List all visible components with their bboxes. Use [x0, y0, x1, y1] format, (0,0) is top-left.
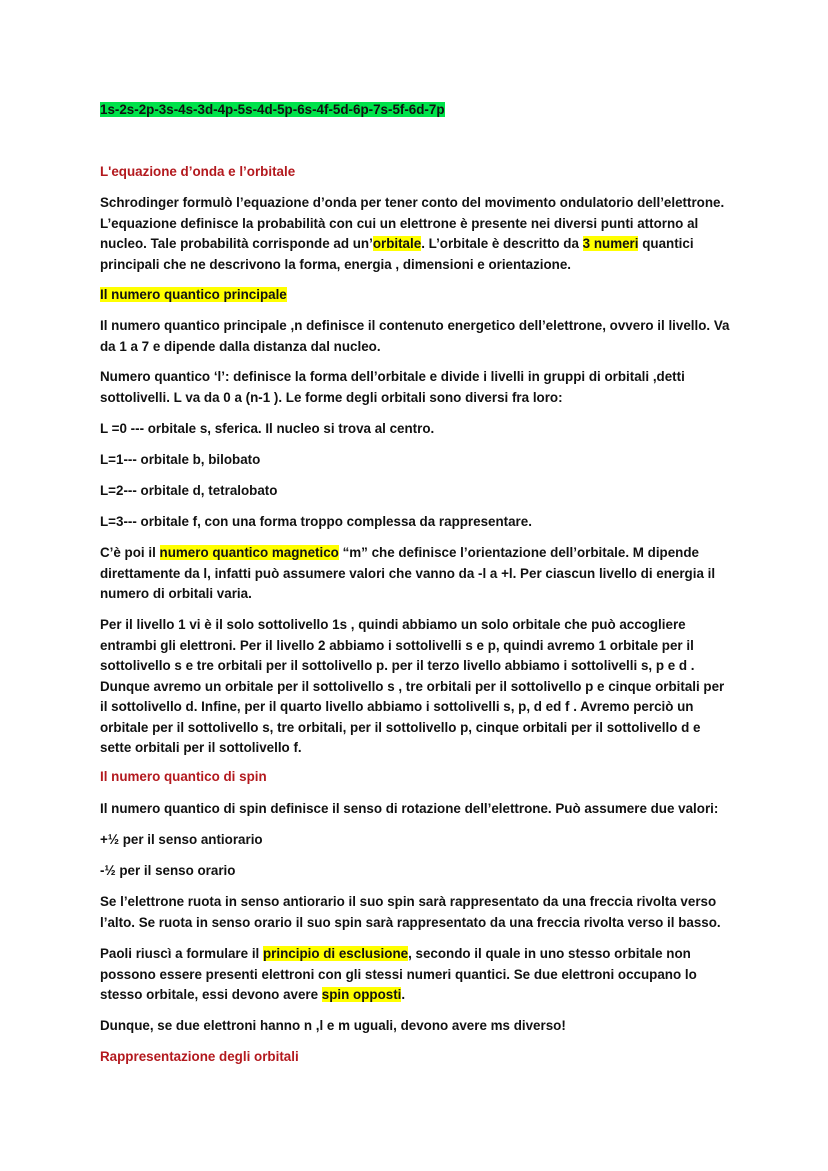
text: Paoli riuscì a formulare il	[100, 946, 263, 961]
heading-principal-number	[100, 285, 730, 306]
spin-plus: +½ per il senso antiorario	[100, 832, 263, 847]
paragraph-levels: Per il livello 1 vi è il solo sottolivello 1s , quindi abbiamo un solo orbitale che può accogliere entrambi gli elettroni. Per il livello 2 abbiamo i sottolivelli s e p, quindi avremo 1 orbitale per il sottolivello s e tre orbitali per il sottolivello p. per il terzo livello abbiamo i sottolivelli s, p e d . Dunque avremo un orbitale per il sottolivello s , tre orbitali per il sottolivello p e cinque orbitali per il sottolivello d. Infine, per il quarto livello abbiamo i sottolivelli s, p, d ed f . Avremo perciò un orbitale per il sottolivello s, tre orbitali, per il sottolivello p, cinque orbitali per il sottolivello d e sette orbitali per il sottolivello f.	[100, 617, 725, 755]
paragraph-pauli	[100, 944, 730, 1006]
text: quantici principali che ne descrivono la forma, energia , dimensioni e orientazione.	[100, 236, 694, 272]
text: , secondo il quale in uno stesso orbitale non possono essere presenti elettroni con gli stessi numeri quantici. Se due elettroni occupano lo stesso orbitale, essi devono avere	[100, 946, 697, 1002]
paragraph-magnetic	[100, 543, 730, 605]
highlight-opposite-spin: spin opposti	[321, 987, 402, 1002]
heading-wave-equation: L'equazione d’onda e l’orbitale	[100, 164, 296, 179]
text: Schrodinger formulò l’equazione d’onda per tener conto del movimento ondulatorio dell’elettrone. L’equazione definisce la probabilità con cui un elettrone è presente nei diversi punti attorno al nucleo. Tale probabilità corrisponde ad un’	[100, 195, 725, 251]
paragraph-l-number: Numero quantico ‘l’: definisce la forma dell’orbitale e divide i livelli in gruppi di orbitali ,detti sottolivelli. L va da 0 a (n-1 ). Le forme degli orbitali sono diversi fra loro:	[100, 369, 685, 405]
highlight-exclusion: principio di esclusione	[262, 946, 409, 961]
paragraph-conclusion: Dunque, se due elettroni hanno n ,l e m uguali, devono avere ms diverso!	[100, 1018, 566, 1033]
paragraph-principal: Il numero quantico principale ,n definisce il contenuto energetico dell’elettrone, ovvero il livello. Va da 1 a 7 e dipende dalla distanza dal nucleo.	[100, 318, 730, 354]
text: C’è poi il	[100, 545, 160, 560]
highlight-orbitale: orbitale	[372, 236, 422, 251]
highlight-3-numeri: 3 numeri	[582, 236, 639, 251]
highlight-magnetic: numero quantico magnetico	[159, 545, 339, 560]
sequence-highlight: 1s-2s-2p-3s-4s-3d-4p-5s-4d-5p-6s-4f-5d-6p-7s-5f-6d-7p	[100, 102, 445, 117]
spin-minus: -½ per il senso orario	[100, 863, 236, 878]
heading-spin: Il numero quantico di spin	[100, 769, 267, 784]
paragraph-spin-arrows: Se l’elettrone ruota in senso antiorario il suo spin sarà rappresentato da una freccia rivolta verso l’alto. Se ruota in senso orario il suo spin sarà rappresentato da una freccia rivolta verso il basso.	[100, 894, 721, 930]
text: .	[401, 987, 406, 1002]
heading-representation: Rappresentazione degli orbitali	[100, 1049, 299, 1064]
text: “m” che definisce l’orientazione dell’orbitale. M dipende direttamente da l, infatti può assumere valori che vanno da -l a +l. Per ciascun livello di energia il numero di orbitali varia.	[100, 545, 716, 601]
orbital-sequence	[100, 100, 730, 121]
text: . L’orbitale è descritto da	[421, 236, 583, 251]
list-l3: L=3--- orbitale f, con una forma troppo complessa da rappresentare.	[100, 514, 532, 529]
paragraph-schrodinger	[100, 193, 730, 275]
paragraph-spin: Il numero quantico di spin definisce il senso di rotazione dell’elettrone. Può assumere due valori:	[100, 801, 719, 816]
list-l2: L=2--- orbitale d, tetralobato	[100, 483, 278, 498]
heading-highlight: Il numero quantico principale	[100, 287, 287, 302]
list-l0: L =0 --- orbitale s, sferica. Il nucleo si trova al centro.	[100, 421, 435, 436]
list-l1: L=1--- orbitale b, bilobato	[100, 452, 261, 467]
